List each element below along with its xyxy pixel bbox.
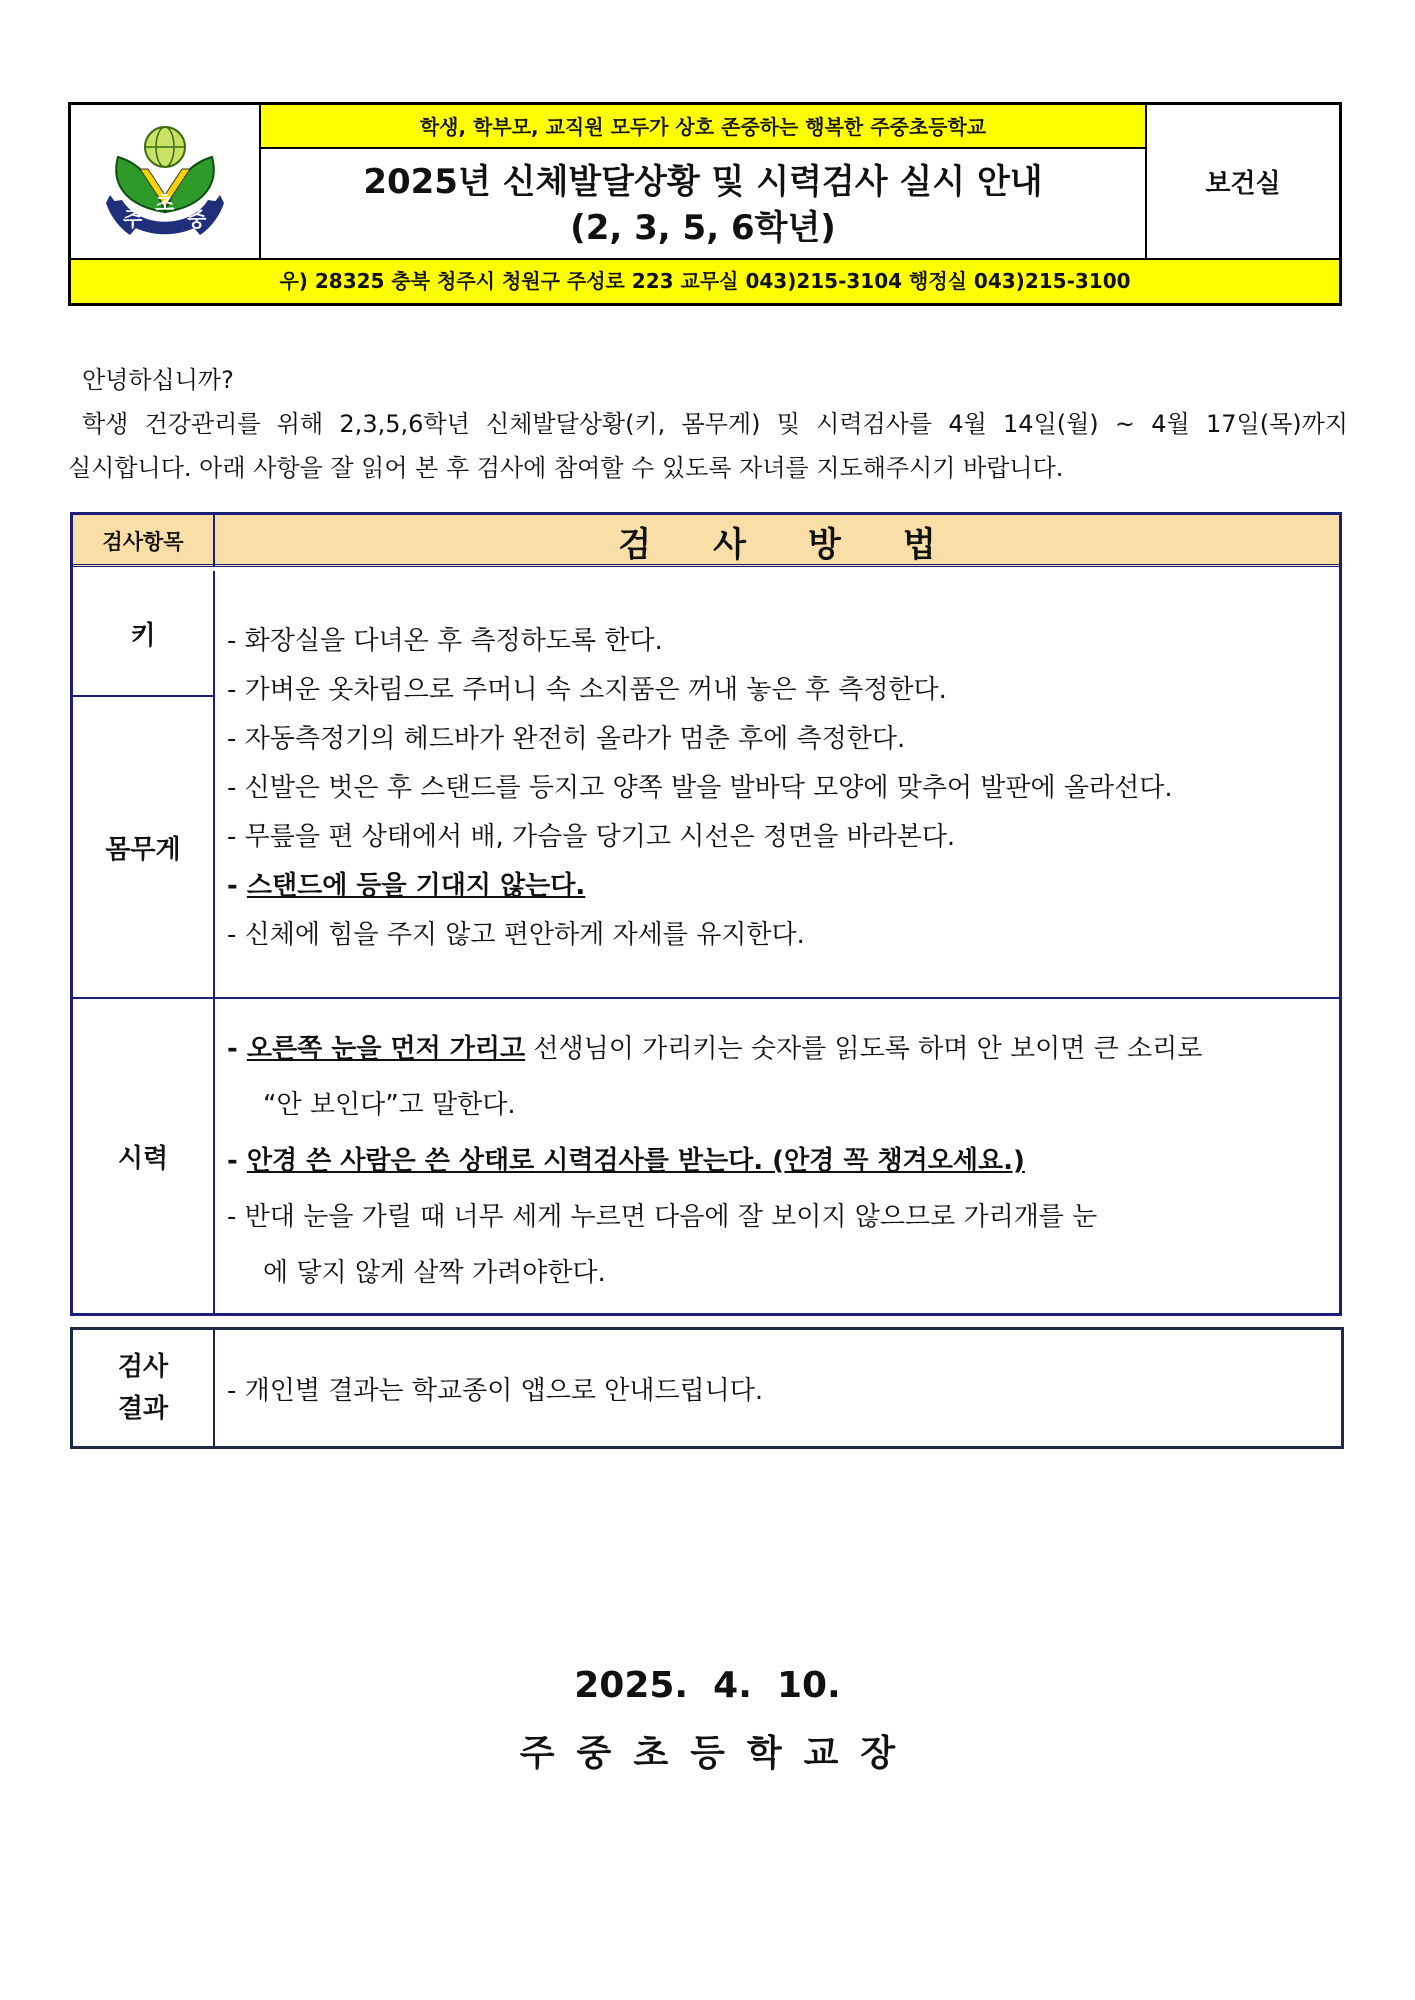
result-table [70, 1327, 1344, 1449]
school-slogan: 학생, 학부모, 교직원 모두가 상호 존중하는 행복한 주중초등학교 [261, 105, 1147, 149]
exam-method-table [70, 512, 1342, 1316]
result-content: - 개인별 결과는 학교종이 앱으로 안내드립니다. [227, 1375, 764, 1406]
school-emblem-icon [90, 117, 240, 247]
school-address: 우) 28325 충북 청주시 청원구 주성로 223 교무실 043)215-3104 행정실 043)215-3100 [71, 260, 1339, 303]
list-item-continuation: “안 보인다”고 말한다. [263, 1090, 516, 1120]
title-line-1: 2025년 신체발달상황 및 시력검사 실시 안내 [363, 162, 1043, 202]
list-item: - 신발은 벗은 후 스탠드를 등지고 양쪽 발을 발바닥 모양에 맞추어 발판에 올라선다. [227, 773, 1173, 803]
label-weight: 몸무게 [73, 697, 215, 999]
label-result-line-1: 검사 [117, 1352, 169, 1382]
list-item: - 안경 쓴 사람은 쓴 상태로 시력검사를 받는다. (안경 꼭 챙겨오세요.) [227, 1146, 1025, 1176]
principal-signature: 주중초등학교장 [519, 1733, 918, 1774]
intro-line-2: 실시합니다. 아래 사항을 잘 읽어 본 후 검사에 참여할 수 있도록 자녀를 지도해주시기 바랍니다. [68, 454, 1064, 482]
logo-char-3: 중 [187, 207, 207, 231]
emphasis-text: 안경 쓴 사람은 쓴 상태로 시력검사를 받는다. (안경 꼭 챙겨오세요.) [246, 1146, 1025, 1176]
label-vision: 시력 [73, 999, 215, 1313]
greeting: 안녕하십니까? [82, 366, 234, 394]
list-item-emphasis: - 스탠드에 등을 기대지 않는다. [227, 871, 586, 901]
header-exam-method: 검사방법 [618, 524, 998, 565]
body-measure-instructions [215, 571, 1339, 999]
list-item: - 자동측정기의 헤드바가 완전히 올라가 멈춘 후에 측정한다. [227, 724, 906, 754]
label-height: 키 [73, 571, 215, 697]
list-item: - 가벼운 옷차림으로 주머니 속 소지품은 꺼내 놓은 후 측정한다. [227, 675, 947, 705]
logo-char-1: 주 [123, 207, 143, 231]
intro-line-1: 학생 건강관리를 위해 2,3,5,6학년 신체발달상황(키, 몸무게) 및 시력검사를 4월 14일(월) ~ 4월 17일(목)까지 [82, 410, 1348, 438]
list-item: - 오른쪽 눈을 먼저 가리고 선생님이 가리키는 숫자를 읽도록 하며 안 보이면 큰 소리로 [227, 1034, 1203, 1064]
document-title [261, 149, 1147, 260]
list-item: - 화장실을 다녀온 후 측정하도록 한다. [227, 626, 663, 656]
school-logo-cell [71, 105, 261, 260]
label-result [73, 1330, 215, 1446]
label-result-line-2: 결과 [117, 1394, 169, 1424]
emphasis-text: 스탠드에 등을 기대지 않는다. [246, 871, 586, 901]
list-item-continuation: 에 닿지 않게 살짝 가려야한다. [263, 1258, 606, 1288]
department-name: 보건실 [1147, 105, 1339, 260]
document-header [68, 102, 1342, 306]
list-item: - 무릎을 편 상태에서 배, 가슴을 당기고 시선은 정면을 바라본다. [227, 822, 956, 852]
intro-text [68, 358, 1348, 490]
list-item: - 신체에 힘을 주지 않고 편안하게 자세를 유지한다. [227, 920, 805, 950]
document-date: 2025. 4. 10. [574, 1665, 841, 1706]
header-exam-item: 검사항목 [73, 515, 215, 567]
list-item-rest: 선생님이 가리키는 숫자를 읽도록 하며 안 보이면 큰 소리로 [525, 1034, 1203, 1064]
emphasis-text: 오른쪽 눈을 먼저 가리고 [246, 1034, 526, 1064]
logo-char-2: 초 [155, 191, 175, 215]
table-header-row [73, 515, 1339, 567]
title-line-2: (2, 3, 5, 6학년) [570, 208, 836, 248]
list-item: - 반대 눈을 가릴 때 너무 세게 누르면 다음에 잘 보이지 않으므로 가리개를 눈 [227, 1202, 1098, 1232]
vision-instructions [215, 999, 1339, 1313]
